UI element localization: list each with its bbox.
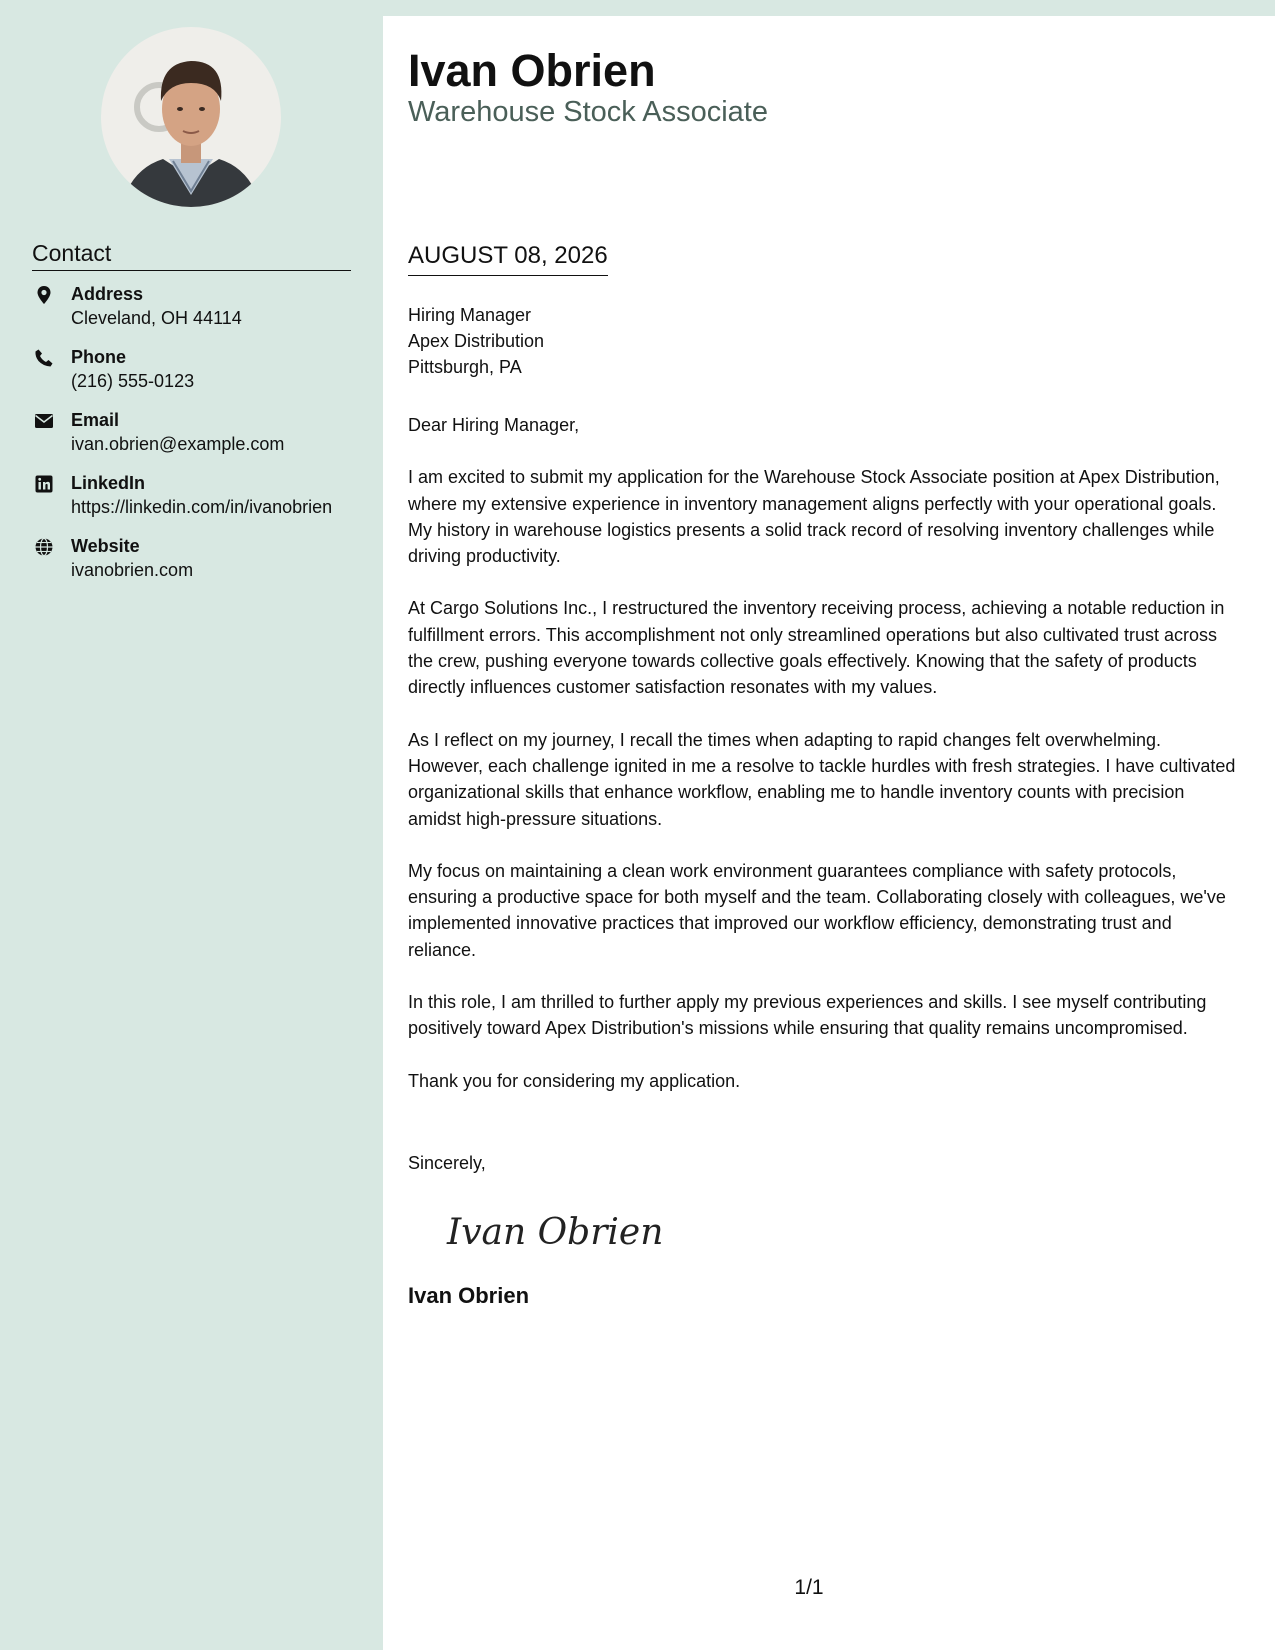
signature-text: Ivan Obrien <box>447 1212 663 1253</box>
contact-label: LinkedIn <box>71 473 146 493</box>
page-number: 1/1 <box>794 1576 824 1599</box>
contact-heading: Contact <box>32 240 351 271</box>
website-link[interactable]: ivanobrien.com <box>71 560 194 580</box>
main-content <box>383 16 1275 1650</box>
contact-item-website <box>32 534 352 582</box>
letter-body <box>408 412 1238 1120</box>
recipient-block <box>408 302 544 380</box>
contact-label: Email <box>71 410 120 430</box>
letter-paragraph: Thank you for considering my application. <box>408 1070 741 1091</box>
contact-list <box>32 282 352 597</box>
envelope-icon <box>34 411 54 431</box>
contact-item-linkedin <box>32 471 352 519</box>
address-value: Cleveland, OH 44114 <box>71 308 242 328</box>
contact-item-phone <box>32 345 352 393</box>
linkedin-link[interactable]: https://linkedin.com/in/ivanobrien <box>71 497 333 517</box>
closing: Sincerely, <box>408 1153 486 1173</box>
recipient-line: Hiring Manager <box>408 305 532 325</box>
profile-photo <box>101 27 281 207</box>
letter-paragraph: I am excited to submit my application for the Warehouse Stock Associate position at Apex Distribution, where my extensive experience in inventory management aligns perfectly with your operational goals. My history in warehouse logistics presents a solid track record of resolving inventory challenges while driving productivity. <box>408 467 1220 567</box>
phone-icon <box>34 348 54 368</box>
contact-item-address <box>32 282 352 330</box>
contact-label: Address <box>71 284 144 304</box>
globe-icon <box>34 537 54 557</box>
salutation: Dear Hiring Manager, <box>408 415 580 435</box>
contact-item-email <box>32 408 352 456</box>
contact-label: Phone <box>71 347 127 367</box>
phone-value: (216) 555-0123 <box>71 371 195 391</box>
contact-label: Website <box>71 536 140 556</box>
sidebar <box>0 0 383 1650</box>
email-link[interactable]: ivan.obrien@example.com <box>71 434 285 454</box>
recipient-line: Apex Distribution <box>408 331 545 351</box>
linkedin-icon <box>34 474 54 494</box>
recipient-line: Pittsburgh, PA <box>408 357 522 377</box>
letter-paragraph: My focus on maintaining a clean work environment guarantees compliance with safety protocols, ensuring a productive space for both myself and the team. Collaborating closely with colleagues, we've implemented innovative practices that improved our workflow efficiency, demonstrating trust and reliance. <box>408 860 1226 960</box>
letter-paragraph: As I reflect on my journey, I recall the times when adapting to rapid changes felt overwhelming. However, each challenge ignited in me a resolve to tackle hurdles with fresh strategies. I have cultivated organizational skills that enhance workflow, enabling me to handle inventory counts with precision amidst high-pressure situations. <box>408 729 1236 829</box>
signature-image <box>443 1202 663 1262</box>
map-pin-icon <box>34 285 54 305</box>
candidate-name: Ivan Obrien <box>408 45 656 96</box>
job-title: Warehouse Stock Associate <box>408 96 768 128</box>
letter-paragraph: In this role, I am thrilled to further apply my previous experiences and skills. I see myself contributing positively toward Apex Distribution's missions while ensuring that quality remains uncompromised. <box>408 992 1207 1039</box>
signer-name: Ivan Obrien <box>408 1283 530 1308</box>
letter-paragraph: At Cargo Solutions Inc., I restructured the inventory receiving process, achieving a notable reduction in fulfillment errors. This accomplishment not only streamlined operations but also cultivated trust across the crew, pushing everyone towards collective goals effectively. Knowing that the safety of products directly influences customer satisfaction resonates with my values. <box>408 598 1225 698</box>
letter-date: AUGUST 08, 2026 <box>408 242 608 276</box>
